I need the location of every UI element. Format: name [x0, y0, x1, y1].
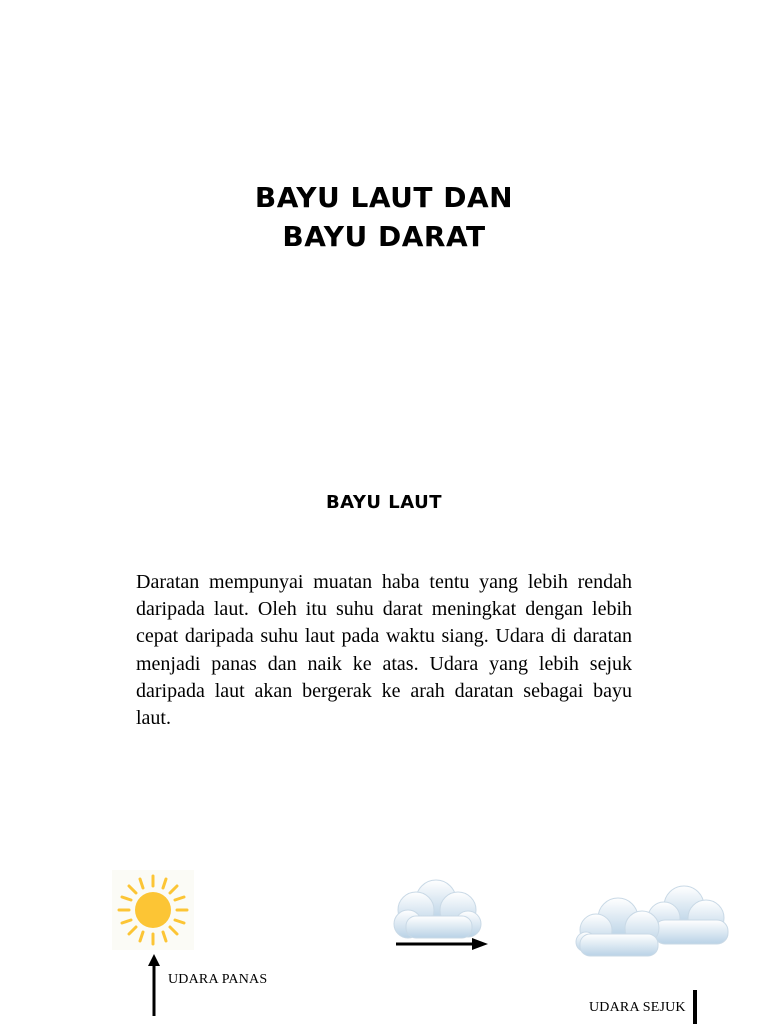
arrow-right-icon: [394, 934, 490, 954]
cloud-icon: [388, 872, 488, 942]
body-paragraph: Daratan mempunyai muatan haba tentu yang lebih rendah daripada laut. Oleh itu suhu darat meningkat dengan lebih cepat daripada suhu laut pada waktu siang. Udara di daratan menjadi panas dan naik ke atas. Udara yang lebih sejuk daripada laut akan bergerak ke arah daratan sebagai bayu laut.: [136, 571, 632, 730]
vertical-arrow-line: [693, 990, 697, 1024]
page-title: [0, 178, 768, 256]
sun-icon: [112, 870, 194, 950]
cool-air-label: UDARA SEJUK: [589, 1000, 686, 1015]
section-heading: BAYU LAUT: [325, 492, 443, 513]
hot-air-label: UDARA PANAS: [168, 972, 268, 987]
title-line-1: BAYU LAUT DAN: [254, 181, 514, 214]
title-line-2: BAYU DARAT: [282, 220, 486, 253]
arrow-up-icon: [144, 952, 164, 1018]
cloud-icon: [572, 880, 732, 960]
